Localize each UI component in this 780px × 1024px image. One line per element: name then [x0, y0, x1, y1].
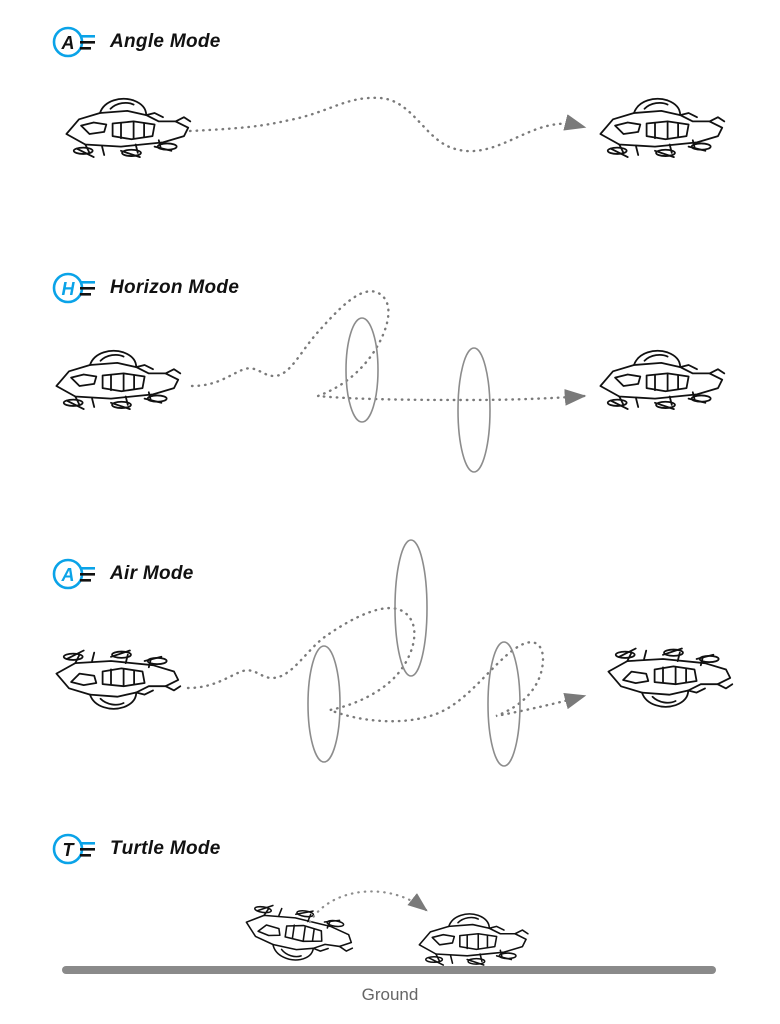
drone-left-horizon [56, 351, 180, 409]
svg-text:A: A [61, 565, 75, 585]
drone-right-air [608, 649, 732, 707]
svg-text:T: T [62, 840, 74, 860]
roll-ellipse-a3 [488, 642, 520, 766]
drone-right-angle [600, 99, 724, 157]
roll-ellipse-h1 [346, 318, 378, 422]
flight-path-air [188, 608, 584, 721]
mode-header-turtle [52, 831, 221, 867]
mode-label-air: Air Mode [110, 563, 194, 584]
angle-mode-icon [52, 24, 96, 60]
mode-label-angle: Angle Mode [110, 31, 221, 52]
horizon-mode-icon [52, 270, 96, 306]
turtle-mode-scene [62, 891, 716, 974]
roll-ellipse-a2 [395, 540, 427, 676]
angle-mode-scene [66, 98, 724, 157]
drone-inverted-turtle [242, 902, 357, 968]
mode-header-horizon [52, 270, 239, 306]
turtle-mode-icon [52, 831, 96, 867]
ground-label: Ground [361, 985, 419, 1004]
drone-left-angle [66, 99, 190, 157]
drone-upright-turtle [419, 914, 528, 965]
roll-ellipse-h2 [458, 348, 490, 472]
drone-left-air [56, 651, 180, 709]
horizon-mode-scene [56, 291, 724, 472]
mode-label-turtle: Turtle Mode [110, 838, 221, 859]
roll-ellipse-a1 [308, 646, 340, 762]
ground-line [62, 966, 716, 974]
flip-arc-turtle [310, 891, 426, 922]
mode-header-angle [52, 24, 221, 60]
svg-text:H: H [61, 279, 75, 299]
flight-path-angle [190, 98, 584, 151]
air-mode-icon [52, 556, 96, 592]
flight-path-horizon [192, 291, 584, 400]
mode-label-horizon: Horizon Mode [110, 277, 240, 298]
svg-text:A: A [61, 33, 75, 53]
drone-right-horizon [600, 351, 724, 409]
mode-header-air [52, 556, 194, 592]
